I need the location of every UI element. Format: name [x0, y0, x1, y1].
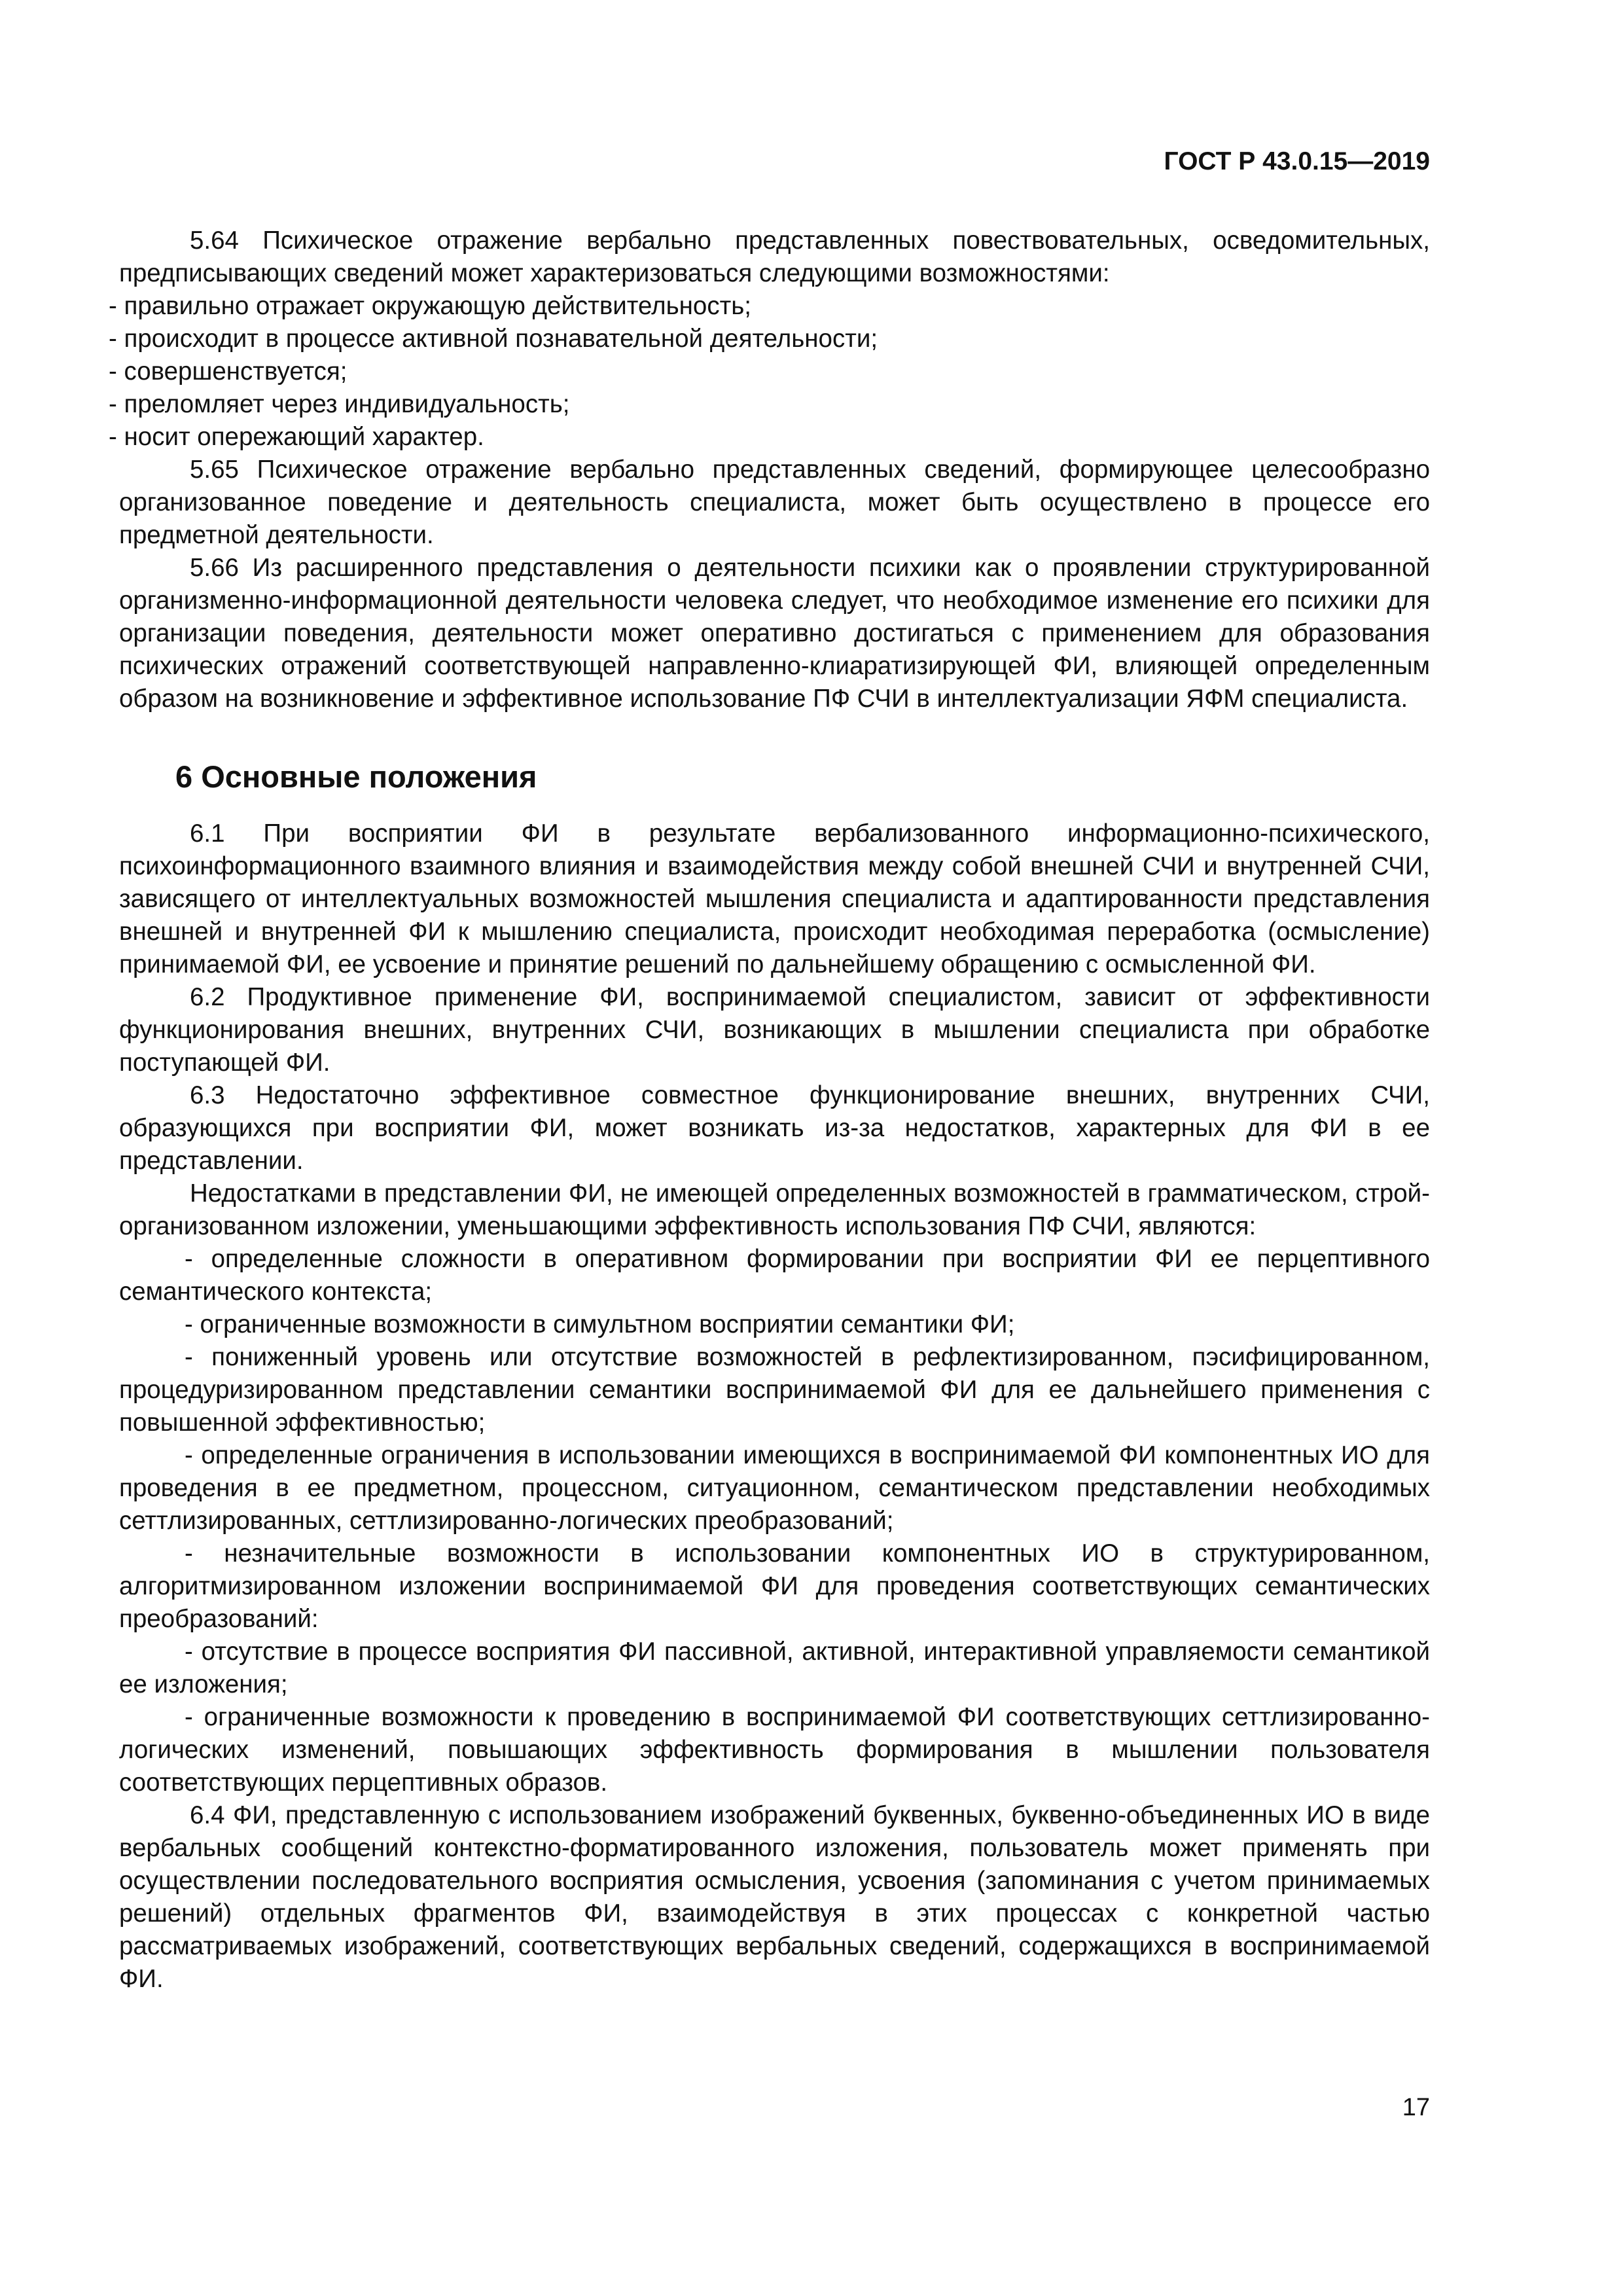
- paragraph-5-66: 5.66 Из расширенного представления о деятельности психики как о проявлении структурированной организменно-информационной деятельности человека следует, что необходимое изменение его психики для организации поведения, деятельности может оперативно достигаться с применением для образования психических отражений соответствующей направленно-клиаратизирующей ФИ, влияющей определенным образом на возникновение и эффективное использование ПФ СЧИ в интеллектуализации ЯФМ специалиста.: [119, 554, 1430, 713]
- list-item: - определенные ограничения в использовании имеющихся в воспринимаемой ФИ компонентных ИО для проведения в ее предметном, процессном, ситуационном, семантическом представлении необходимых сеттлизированных, сеттлизированно-логических преобразований;: [119, 1441, 1430, 1535]
- list-item: - совершенствуется;: [109, 357, 348, 386]
- list-item: - ограниченные возможности к проведению в воспринимаемой ФИ соответствующих сеттлизированно-логических изменений, повышающих эффективность формирования в мышлении пользователя соответствующих перцептивных образов.: [119, 1703, 1430, 1797]
- paragraph-6-1: 6.1 При восприятии ФИ в результате вербализованного информационно-психического, психоинформационного взаимного влияния и взаимодействия между собой внешней СЧИ и внутренней СЧИ, зависящего от интеллектуальных возможностей мышления специалиста и адаптированности представления внешней и внутренней ФИ к мышлению специалиста, происходит необходимая переработка (осмысление) принимаемой ФИ, ее усвоение и принятие решений по дальнейшему обращению с осмысленной ФИ.: [119, 819, 1430, 978]
- paragraph-5-65: 5.65 Психическое отражение вербально представленных сведений, формирующее целесообразно организованное поведение и деятельность специалиста, может быть осуществлено в процессе его предметной деятельности.: [119, 456, 1430, 549]
- paragraph-6-3: 6.3 Недостаточно эффективное совместное функционирование внешних, внутренних СЧИ, образующихся при восприятии ФИ, может возникать из-за недостатков, характерных для ФИ в ее представлении.: [119, 1081, 1430, 1175]
- list-item: - пониженный уровень или отсутствие возможностей в рефлектизированном, пэсифицированном, процедуризированном представлении семантики воспринимаемой ФИ для ее дальнейшего применения с повышенной эффективностью;: [119, 1343, 1430, 1437]
- list-item: - правильно отражает окружающую действительность;: [109, 292, 751, 320]
- list-item: - ограниченные возможности в симультном восприятии семантики ФИ;: [185, 1310, 1015, 1338]
- list-item: - незначительные возможности в использовании компонентных ИО в структурированном, алгоритмизированном изложении воспринимаемой ФИ для проведения соответствующих семантических преобразований:: [119, 1539, 1430, 1633]
- paragraph-6-3-intro: Недостатками в представлении ФИ, не имеющей определенных возможностей в грамматическом, строй-организованном изложении, уменьшающими эффективность использования ПФ СЧИ, являются:: [119, 1179, 1430, 1240]
- paragraph-5-64: 5.64 Психическое отражение вербально представленных повествовательных, осведомительных, предписывающих сведений может характеризоваться следующими возможностями:: [119, 226, 1430, 287]
- standard-designation: ГОСТ Р 43.0.15—2019: [1164, 147, 1430, 175]
- list-item: - определенные сложности в оперативном формировании при восприятии ФИ ее перцептивного семантического контекста;: [119, 1245, 1430, 1306]
- list-item: - происходит в процессе активной познавательной деятельности;: [109, 325, 878, 353]
- page-number: 17: [1402, 2094, 1430, 2121]
- paragraph-6-2: 6.2 Продуктивное применение ФИ, воспринимаемой специалистом, зависит от эффективности функционирования внешних, внутренних СЧИ, возникающих в мышлении специалиста при обработке поступающей ФИ.: [119, 983, 1430, 1077]
- paragraph-6-4: 6.4 ФИ, представленную с использованием изображений буквенных, буквенно-объединенных ИО в виде вербальных сообщений контекстно-форматированного изложения, пользователь может применять при осуществлении последовательного восприятия осмысления, усвоения (запоминания с учетом принимаемых решений) отдельных фрагментов ФИ, взаимодействуя в этих процессах с конкретной частью рассматриваемых изображений, соответствующих вербальных сведений, содержащихся в воспринимаемой ФИ.: [119, 1801, 1430, 1993]
- list-item: - носит опережающий характер.: [109, 423, 484, 451]
- section-heading: 6 Основные положения: [175, 759, 537, 794]
- list-item: - преломляет через индивидуальность;: [109, 390, 570, 418]
- list-item: - отсутствие в процессе восприятия ФИ пассивной, активной, интерактивной управляемости семантикой ее изложения;: [119, 1638, 1430, 1698]
- document-body: [109, 224, 1430, 1996]
